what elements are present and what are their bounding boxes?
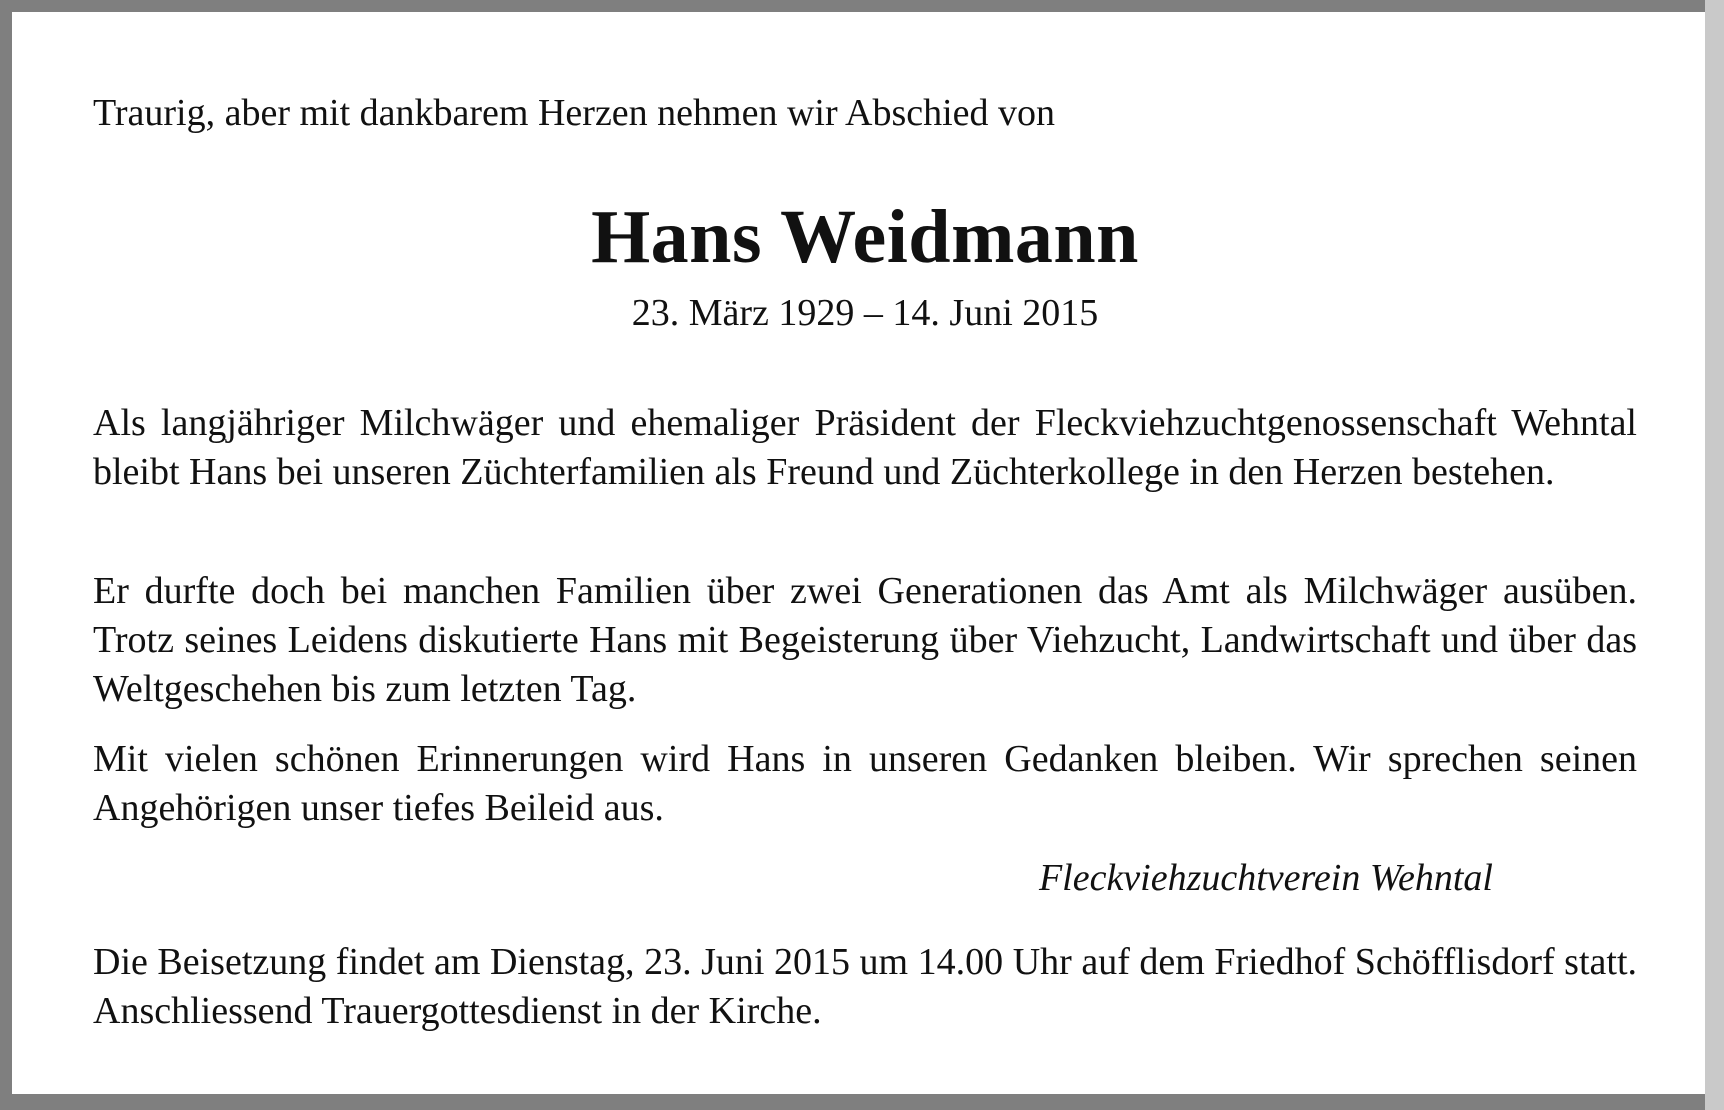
- paragraph-tribute: Als langjähriger Milchwäger und ehemaliger Präsident der Fleckviehzuchtgenossenschaft Wehntal bleibt Hans bei unseren Züchterfamilien als Freund und Züchterkollege in den Herzen bestehen.: [93, 402, 1637, 493]
- deceased-name: Hans Weidmann: [591, 195, 1139, 279]
- paragraph-condolences: Mit vielen schönen Erinnerungen wird Hans in unseren Gedanken bleiben. Wir sprechen seinen Angehörigen unser tiefes Beileid aus.: [93, 738, 1637, 829]
- life-dates: 23. März 1929 – 14. Juni 2015: [631, 292, 1099, 334]
- signature: Fleckviehzuchtverein Wehntal: [1038, 857, 1493, 899]
- page-edge-shadow: [1705, 0, 1724, 1110]
- obituary-page: [12, 12, 1705, 1094]
- funeral-info: Die Beisetzung findet am Dienstag, 23. Juni 2015 um 14.00 Uhr auf dem Friedhof Schöfflisdorf statt. Anschliessend Trauergottesdienst in der Kirche.: [93, 941, 1637, 1032]
- paragraph-memories: Er durfte doch bei manchen Familien über zwei Generationen das Amt als Milchwäger ausüben. Trotz seines Leidens diskutierte Hans mit Begeisterung über Viehzucht, Landwirtschaft und über das Weltgeschehen bis zum letzten Tag.: [93, 570, 1637, 710]
- intro-line: Traurig, aber mit dankbarem Herzen nehmen wir Abschied von: [93, 92, 1056, 134]
